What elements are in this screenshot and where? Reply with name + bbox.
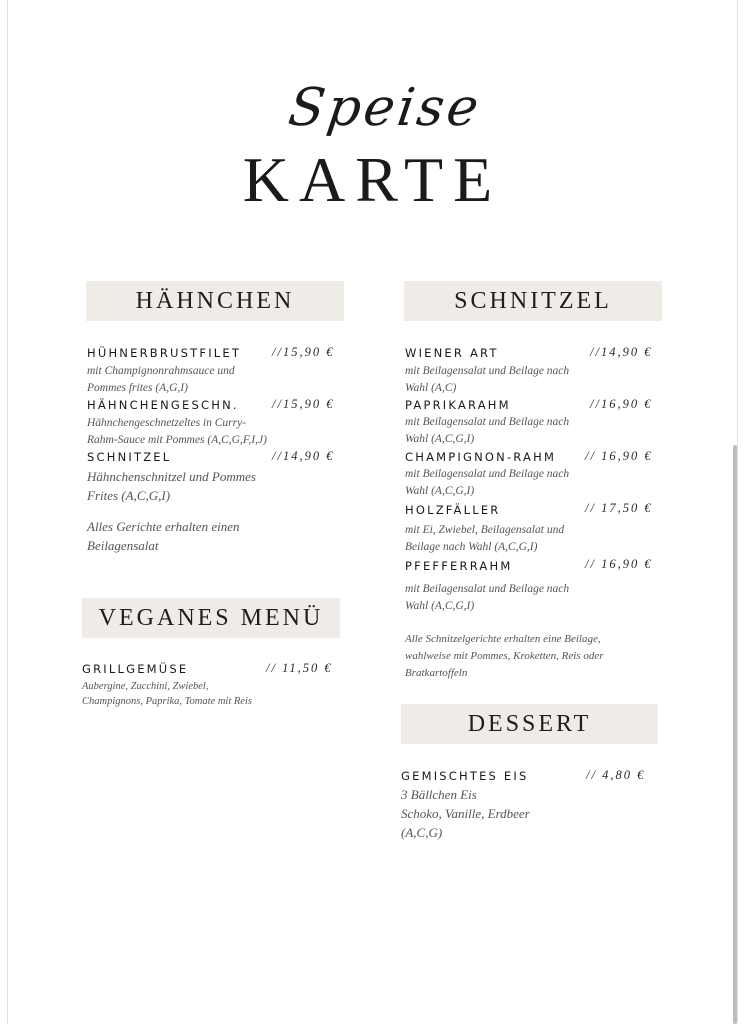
menu-item-name: HÄHNCHENGESCHN. bbox=[87, 398, 239, 412]
menu-item-description: Hähnchengeschnetzeltes in Curry- Rahm-Sauce mit Pommes (A,C,G,F,I,J) bbox=[87, 417, 267, 446]
scrollbar-thumb[interactable] bbox=[733, 445, 737, 1024]
menu-title-script: Speise bbox=[284, 78, 486, 138]
section-header-dessert: DESSERT bbox=[401, 704, 658, 744]
menu-item-price: //15,90 € bbox=[272, 397, 335, 411]
menu-item-description: mit Beilagensalat und Beilage nach Wahl (A,C,G,I) bbox=[405, 583, 570, 612]
menu-item-price: // 17,50 € bbox=[585, 501, 653, 515]
menu-item-name: WIENER ART bbox=[405, 346, 499, 360]
menu-item-name: PFEFFERRAHM bbox=[405, 559, 513, 573]
menu-item-description: mit Beilagensalat und Beilage nach Wahl (A,C,G,I) bbox=[405, 468, 570, 497]
section-note-schnitzel: Alle Schnitzelgerichte erhalten eine Beilage, wahlweise mit Pommes, Kroketten, Reis oder Bratkartoffeln bbox=[405, 633, 604, 679]
menu-item-name: GRILLGEMÜSE bbox=[82, 662, 189, 676]
menu-item-name: HÜHNERBRUSTFILET bbox=[87, 346, 242, 360]
page-border-right bbox=[737, 0, 738, 1024]
menu-item-description: mit Ei, Zwiebel, Beilagensalat und Beilage nach Wahl (A,C,G,I) bbox=[405, 524, 565, 553]
menu-item-description: mit Beilagensalat und Beilage nach Wahl (A,C) bbox=[405, 365, 570, 394]
menu-item-description: mit Beilagensalat und Beilage nach Wahl (A,C,G,I) bbox=[405, 416, 570, 445]
section-note-haehnchen: Alles Gerichte erhalten einen Beilagensalat bbox=[87, 519, 240, 553]
menu-item-name: PAPRIKARAHM bbox=[405, 398, 511, 412]
menu-item-description: Hähnchenschnitzel und Pommes Frites (A,C,G,I) bbox=[87, 469, 256, 503]
menu-item-description: 3 Bällchen Eis Schoko, Vanille, Erdbeer (A,C,G) bbox=[401, 787, 530, 840]
menu-item-name: GEMISCHTES EIS bbox=[401, 769, 529, 783]
menu-item-name: SCHNITZEL bbox=[87, 450, 172, 464]
section-header-vegan: VEGANES MENÜ bbox=[82, 598, 340, 638]
page-border-left bbox=[7, 0, 8, 1024]
menu-item-name: HOLZFÄLLER bbox=[405, 503, 501, 517]
menu-item-price: //14,90 € bbox=[590, 345, 653, 359]
menu-item-price: //16,90 € bbox=[590, 397, 653, 411]
menu-item-price: // 16,90 € bbox=[585, 557, 653, 571]
section-header-haehnchen: HÄHNCHEN bbox=[86, 281, 344, 321]
menu-item-price: // 11,50 € bbox=[266, 661, 333, 675]
menu-item-name: CHAMPIGNON-RAHM bbox=[405, 450, 557, 464]
menu-item-description: Aubergine, Zucchini, Zwiebel, Champignons, Paprika, Tomate mit Reis bbox=[82, 681, 252, 707]
menu-item-price: //14,90 € bbox=[272, 449, 335, 463]
menu-item-price: //15,90 € bbox=[272, 345, 335, 359]
menu-item-price: // 16,90 € bbox=[585, 449, 653, 463]
menu-item-price: // 4,80 € bbox=[586, 768, 646, 782]
section-header-schnitzel: SCHNITZEL bbox=[404, 281, 662, 321]
menu-item-description: mit Champignonrahmsauce und Pommes frites (A,G,I) bbox=[87, 365, 235, 394]
menu-title-main: KARTE bbox=[242, 144, 503, 215]
